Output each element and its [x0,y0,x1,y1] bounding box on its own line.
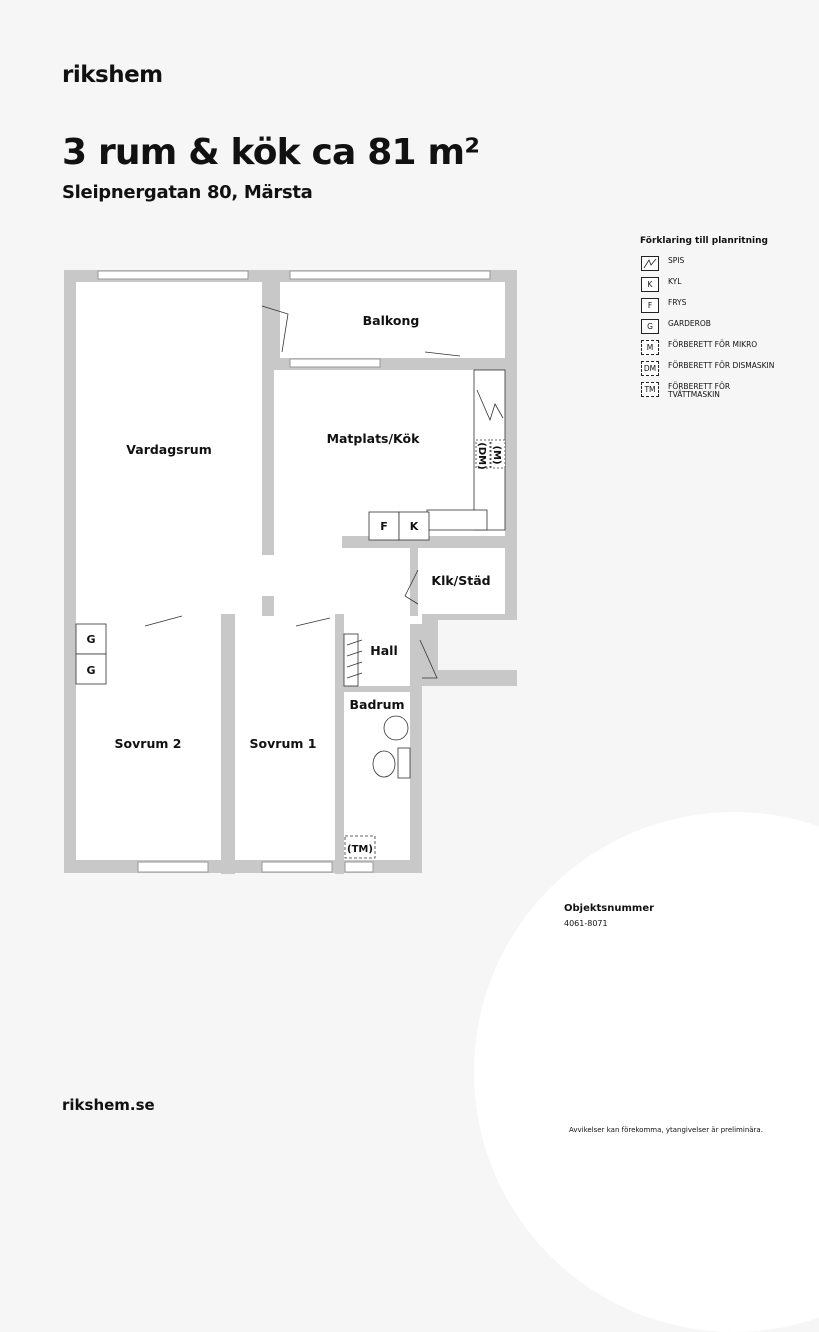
fixture-label-m: (M) [491,445,502,465]
fixture-label-f: F [380,520,388,533]
room-label-sovrum1: Sovrum 1 [249,736,317,751]
fixture-label-g: G [86,664,96,677]
legend-symbol: F [641,298,659,313]
legend-symbol: K [641,277,659,292]
page-title: 3 rum & kök ca 81 m² [62,132,480,173]
room-label-sovrum2: Sovrum 2 [114,736,182,751]
legend-label: FÖRBERETT FÖR TVÄTTMASKIN [668,382,731,399]
room-label-kok: Matplats/Kök [326,431,420,446]
wall [410,604,418,616]
passage [262,542,410,615]
wall [262,355,274,555]
legend-label: GARDEROB [668,319,711,328]
legend-title: Förklaring till planritning [640,236,768,246]
address-subtitle: Sleipnergatan 80, Märsta [62,182,313,203]
room-label-badrum: Badrum [349,697,405,712]
fixture-label-dm: (DM) [476,442,487,470]
room-label-balkong: Balkong [362,313,420,328]
wall [221,614,235,874]
legend-label: FÖRBERETT FÖR MIKRO [668,340,758,349]
room-label-hall: Hall [370,643,398,658]
room-label-klk: Klk/Städ [431,573,491,588]
legend-label: FRYS [668,298,687,307]
fixture-label-tm: (TM) [347,844,373,855]
room-label-vardagsrum: Vardagsrum [126,442,212,457]
brand-logo: rikshem [62,62,163,88]
legend-symbol: TM [641,382,659,397]
fixture-label-k: K [409,520,419,533]
wall [410,548,418,568]
wall [262,282,274,306]
wall [335,614,344,874]
footer-link[interactable]: rikshem.se [62,1096,155,1114]
outside-bottom-right [422,686,517,876]
object-number-value: 4061-8071 [564,919,608,928]
object-number-label: Objektsnummer [564,903,655,914]
legend-symbol: M [641,340,659,355]
legend-label: KYL [668,277,682,286]
legend-symbol: G [641,319,659,334]
disclaimer: Avvikelser kan förekomma, ytangivelser är preliminära. [569,1126,763,1134]
legend-label: FÖRBERETT FÖR DISMASKIN [668,361,775,370]
fixture-label-g: G [86,633,96,646]
wall [262,596,274,616]
legend-label: SPIS [668,256,685,265]
legend-symbol: DM [641,361,659,376]
wall [344,686,410,692]
